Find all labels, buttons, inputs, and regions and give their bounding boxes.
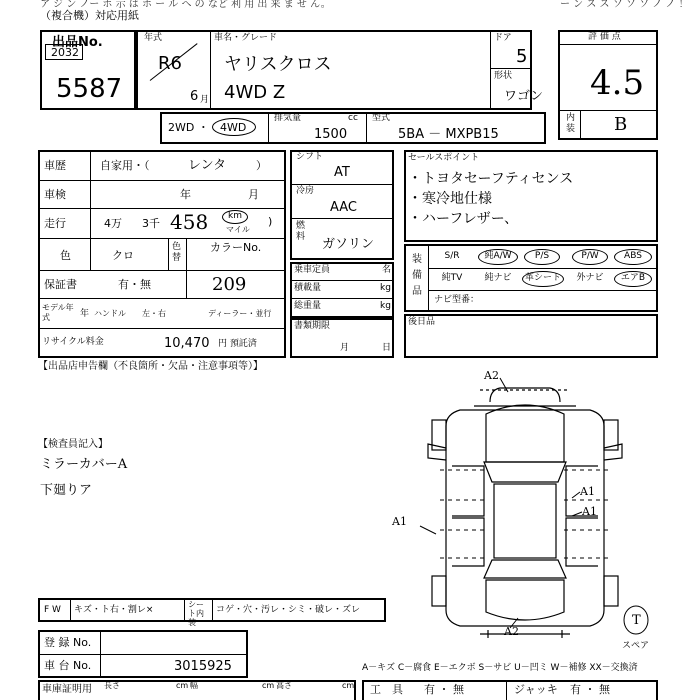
model-grade: 4WD Z [224,82,286,103]
tools-box [362,680,658,700]
doors-label: ドア [494,33,512,43]
model-label: 車名・グレード [214,33,278,43]
inspection-label: 車検 [44,188,66,201]
jack-value: 有 ・ 無 [570,683,610,696]
load-unit: kg [380,283,391,293]
drive-options: 2WD ・ [168,121,209,134]
inspector-note-1: ミラーカバーA [40,457,128,472]
model-name: ヤリスクロス [224,54,332,75]
certificate-label: 車庫証明用 [42,684,92,695]
fw-label: F W [44,605,61,615]
model-year-lr: 左・右 [142,309,166,318]
seat-text: コゲ・穴・汚レ・シミ・破レ・ズレ [216,605,361,615]
diagram-mark-top: A2 [484,369,499,382]
recycle-value: 10,470 [164,336,210,351]
delivery-label: 後日品 [408,317,436,327]
year-value: R6 [158,53,182,74]
passengers-label: 乗車定員 [294,265,331,275]
model-year-handle: ハンドル [94,309,126,318]
chassis-value: 3015925 [174,659,232,674]
weight-label: 総重量 [294,301,322,311]
car-diagram [400,366,660,656]
mileage-hand: 458 [170,210,209,234]
registration-label: 登 録 No. [44,636,92,649]
lot-number: 5587 [56,74,123,104]
model-year-year: 年 [80,309,90,319]
certificate-width-unit: cm [262,681,275,690]
certificate-long-unit: cm [176,681,189,690]
year-month-suffix: 月 [200,95,210,105]
doc-deadline-day: 日 [382,343,392,353]
year-month: 6 [190,89,199,104]
diagram-mark-bottom: A2 [504,625,519,638]
score-value: 4.5 [590,63,645,103]
equip-tv: 純TV [441,273,463,283]
color-label: 色 [60,249,71,262]
equip-sr: S/R [444,251,460,261]
diagram-mark-right-2: A1 [582,505,597,518]
model-code-label: 型式 [372,113,391,123]
weight-unit: kg [380,301,391,311]
lot-label: 出品No. [52,35,103,50]
displacement-label: 排気量 [274,113,302,123]
shift-label: シフト [296,152,324,162]
score-label: 評 価 点 [588,32,621,42]
mileage-mile: マイル [226,225,250,234]
mileage-paren: ) [268,215,273,228]
interior-value: B [614,114,628,135]
diagram-mark-right-1: A1 [580,485,595,498]
doc-deadline-label: 書類期限 [294,321,331,331]
fuel-value: ガソリン [322,237,375,252]
certificate-long: 長さ [104,681,120,690]
history-label: 車歴 [44,159,66,172]
doors-value: 5 [516,46,528,67]
history-close: ） [256,159,267,172]
mileage-sen: 3千 [142,217,160,230]
history-private: 自家用・（ [100,159,150,172]
displacement-value: 1500 [314,127,348,142]
color-change: 色替 [172,242,182,263]
inspection-year: 年 [180,188,191,201]
equip-navi: 純ナビ [484,273,512,283]
shape-label: 形状 [494,71,513,81]
model-year-dealer: ディーラー・並行 [208,309,272,318]
doc-deadline-month: 月 [340,343,350,353]
sales-item-1: ・トヨタセーフティセンス [408,171,574,187]
equip-navi-model: ナビ型番： [434,295,480,305]
header-top-right: ー ン ス ス ソ ソ ソ ノ ノ ！ [560,0,689,10]
shift-value: AT [334,165,350,180]
aircon-label: 冷房 [296,186,315,196]
equip-ext-navi: 外ナビ [576,273,604,283]
displacement-unit: cc [348,113,358,123]
seat-label: シート内装 [188,600,204,627]
equip-abs: ABS [624,251,642,261]
tools-value: 有 ・ 無 [424,683,464,696]
passengers-unit: 名 [382,265,392,275]
certificate-width: 幅 [190,681,198,690]
mileage-man: 4万 [104,217,122,230]
model-year-label: モデル年式 [42,303,74,322]
fw-text: キズ・ト右・割レ× [74,605,154,615]
chassis-label: 車 台 No. [44,659,92,672]
header-subtitle: （複合機）対応用紙 [40,9,139,22]
diagram-mark-left: A1 [392,515,407,528]
delivery-box [404,314,658,358]
equipment-label: 装備品 [412,254,422,297]
fuel-label: 燃料 [296,221,306,242]
recycle-label: リサイクル料金 [42,337,104,347]
year-label: 年式 [144,33,163,43]
equip-ps: P/S [534,251,550,261]
mileage-label: 走行 [44,217,66,230]
equip-aw: 純A/W [484,251,512,261]
shape-value: ワゴン [504,89,544,104]
model-code-value: 5BA － MXPB15 [398,127,499,142]
sales-item-3: ・ハーフレザー、 [408,211,519,227]
certificate-height-unit: cm [342,681,355,690]
lot-stamp: 2032 [51,46,79,59]
sales-label: セールスポイント [408,153,480,163]
spare-label: スペア [622,641,650,651]
spec-table [38,150,286,358]
sales-item-2: ・寒冷地仕様 [408,191,492,207]
jack-label: ジャッキ [514,683,558,696]
interior-label: 内装 [566,113,576,134]
aircon-value: AAC [330,200,357,215]
inspector-label: 【検査員記入】 [38,439,108,450]
color-value: クロ [112,249,134,262]
header-top-line: ア ジ ン ノー ホ 示 は ホ ー ル へ の など 利 用 出 来 ま せ ん。 [40,0,331,10]
load-label: 積載量 [294,283,322,293]
warranty-value: 有・無 [118,278,151,291]
equip-seat: 革シート [524,273,561,283]
inspection-month: 月 [248,188,259,201]
warranty-label: 保証書 [44,278,77,291]
color-no-value: 209 [212,274,247,295]
mileage-km: km [228,211,242,221]
color-no-label: カラーNo. [210,241,262,254]
spare-mark: T [632,613,641,628]
equip-pw: P/W [581,251,599,261]
recycle-suffix: 円 預託済 [218,339,257,349]
damage-legend: A－キズ C－腐食 E－エクボ S－サビ U－凹ミ W－補修 XX－交換済 [362,663,638,673]
drive-selected: 4WD [220,121,247,134]
equip-airbag: エアB [620,273,646,283]
inspector-note-2: 下廻りア [40,483,93,498]
tools-label: 工 具 [370,683,403,696]
certificate-height: 高さ [276,681,292,690]
declaration-label: 【出品店申告欄（不良箇所・欠品・注意事項等）】 [38,361,263,372]
history-value: レンタ [188,158,227,173]
